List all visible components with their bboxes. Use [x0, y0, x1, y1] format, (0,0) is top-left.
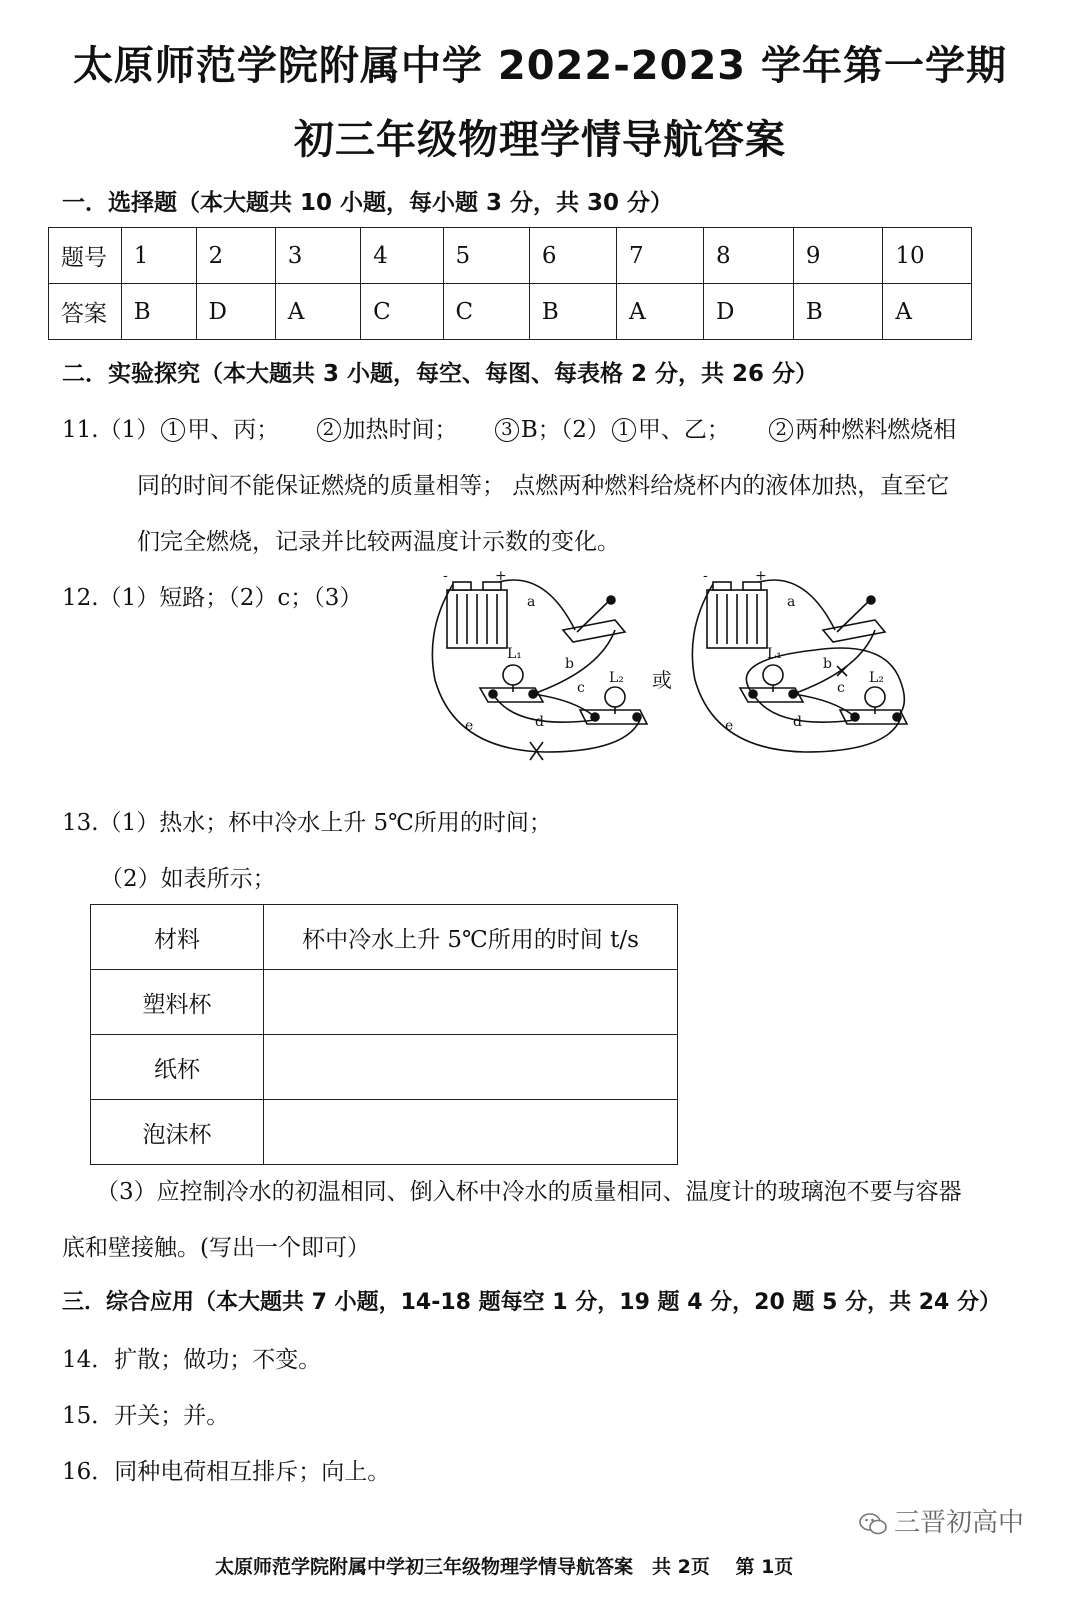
answer-cell: B: [121, 284, 196, 340]
wechat-icon: [858, 1511, 888, 1537]
circle-number: 3: [495, 418, 519, 442]
question-number-cell: 6: [529, 228, 616, 284]
q11-answer-1: 甲、丙；: [187, 417, 280, 443]
wire-label-e: e: [465, 718, 474, 734]
lamp-label-l2: L₂: [869, 670, 884, 686]
question-number-cell: 5: [443, 228, 529, 284]
wire-label-a: a: [527, 594, 536, 610]
or-label: 或: [652, 668, 672, 692]
q13-row-material: 纸杯: [91, 1035, 264, 1100]
wire-label-d: d: [793, 714, 802, 730]
q13-table-row: [91, 1035, 678, 1100]
question-number-cell: 7: [617, 228, 704, 284]
wire-label-b: b: [823, 656, 832, 672]
section3-heading: 三．综合应用（本大题共 7 小题，14-18 题每空 1 分，19 题 4 分，20 题 5 分，共 24 分）: [62, 1290, 1002, 1315]
q11-line-1: [62, 411, 956, 444]
q13-row-material: 泡沫杯: [91, 1100, 264, 1165]
answer-cell: C: [361, 284, 443, 340]
label-minus: -: [443, 570, 448, 584]
q13-table: [90, 904, 678, 1165]
row-label-answer: 答案: [49, 284, 122, 340]
q14-line: 14．扩散；做功；不变。: [62, 1347, 322, 1373]
q15-line: 15．开关；并。: [62, 1403, 230, 1429]
q13-row-time-cell: [264, 1100, 678, 1165]
section1-heading: 一．选择题（本大题共 10 小题，每小题 3 分，共 30 分）: [62, 190, 674, 216]
q11-line-3: 们完全燃烧，记录并比较两温度计示数的变化。: [137, 529, 620, 555]
title-line-1: 太原师范学院附属中学 2022-2023 学年第一学期: [72, 43, 1008, 89]
label-plus: +: [495, 570, 507, 584]
q13-table-row: [91, 970, 678, 1035]
question-number-cell: 9: [793, 228, 883, 284]
q12-line: 12.（1）短路；（2）c；（3）: [62, 585, 363, 611]
question-row: [49, 228, 972, 284]
lamp-label-l1: L₁: [767, 646, 782, 662]
q11-answer-5: 两种燃料燃烧相: [795, 417, 957, 443]
circle-number: 2: [317, 418, 341, 442]
answer-row: [49, 284, 972, 340]
q13-row-material: 塑料杯: [91, 970, 264, 1035]
page-footer: 太原师范学院附属中学初三年级物理学情导航答案 共 2页 第 1页: [215, 1556, 794, 1578]
lamp-label-l1: L₁: [507, 646, 522, 662]
watermark: [858, 1502, 1024, 1539]
watermark-text: 三晋初高中: [894, 1508, 1025, 1538]
q11-line-2: 同的时间不能保证燃烧的质量相等； 点燃两种燃料给烧杯内的液体加热，直至它: [137, 473, 950, 499]
q13-header-time: 杯中冷水上升 5℃所用的时间 t/s: [264, 905, 678, 970]
lamp-label-l2: L₂: [609, 670, 624, 686]
question-number-cell: 4: [361, 228, 443, 284]
answer-cell: A: [883, 284, 972, 340]
q11-answer-3: B；（2）: [520, 417, 610, 443]
q13-table-row: [91, 1100, 678, 1165]
question-number-cell: 3: [275, 228, 360, 284]
label-plus: +: [755, 570, 767, 584]
answer-cell: C: [443, 284, 529, 340]
wire-label-a: a: [787, 594, 796, 610]
answer-cell: A: [275, 284, 360, 340]
answer-cell: A: [617, 284, 704, 340]
q11-prefix: 11.（1）: [62, 417, 160, 443]
q13-header-material: 材料: [91, 905, 264, 970]
wire-label-e: e: [725, 718, 734, 734]
q11-answer-4: 甲、乙；: [637, 417, 730, 443]
wire-label-b: b: [565, 656, 574, 672]
question-number-cell: 1: [121, 228, 196, 284]
answer-cell: D: [196, 284, 275, 340]
circuit-diagram-2: [685, 570, 920, 770]
circle-number: 2: [769, 418, 793, 442]
circle-number: 1: [161, 418, 185, 442]
answer-cell: B: [529, 284, 616, 340]
row-label-question: 题号: [49, 228, 122, 284]
q16-line: 16．同种电荷相互排斥；向上。: [62, 1459, 391, 1485]
q13-line-3: （3）应控制冷水的初温相同、倒入杯中冷水的质量相同、温度计的玻璃泡不要与容器: [96, 1179, 962, 1205]
q13-line-2: （2）如表所示；: [100, 866, 276, 892]
section2-heading: 二．实验探究（本大题共 3 小题，每空、每图、每表格 2 分，共 26 分）: [62, 361, 819, 387]
q13-row-time-cell: [264, 970, 678, 1035]
answer-cell: B: [793, 284, 883, 340]
wire-label-c: c: [577, 680, 585, 696]
question-number-cell: 10: [883, 228, 972, 284]
q13-table-header: [91, 905, 678, 970]
circuit-diagram-1: [425, 570, 660, 770]
q11-answer-2: 加热时间；: [342, 417, 458, 443]
answer-table: [48, 227, 972, 340]
wire-label-c: c: [837, 680, 845, 696]
answer-cell: D: [704, 284, 794, 340]
q13-line-4: 底和壁接触。(写出一个即可）: [62, 1235, 370, 1261]
q13-line-1: 13.（1）热水；杯中冷水上升 5℃所用的时间；: [62, 810, 552, 836]
wire-label-d: d: [535, 714, 544, 730]
label-minus: -: [703, 570, 708, 584]
question-number-cell: 8: [704, 228, 794, 284]
circle-number: 1: [612, 418, 636, 442]
q13-row-time-cell: [264, 1035, 678, 1100]
question-number-cell: 2: [196, 228, 275, 284]
title-line-2: 初三年级物理学情导航答案: [294, 117, 786, 163]
